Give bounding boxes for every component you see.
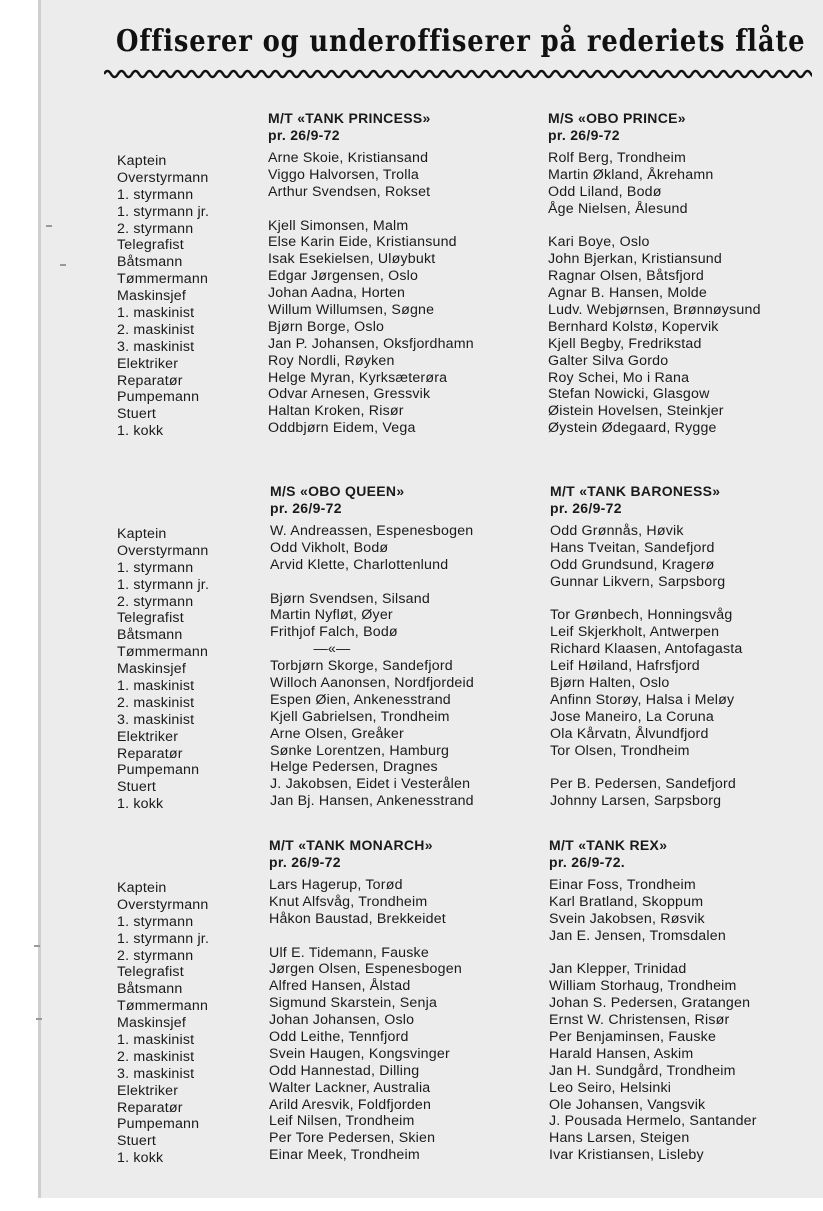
ship-column bbox=[270, 483, 474, 810]
role-label: 1. kokk bbox=[117, 1150, 164, 1167]
crew-entry: Roy Schei, Mo i Rana bbox=[548, 369, 690, 386]
crew-entry: Arild Aresvik, Foldfjorden bbox=[269, 1096, 432, 1113]
role-label: Båtsmann bbox=[117, 627, 183, 644]
ship-date: pr. 26/9-72. bbox=[549, 854, 625, 870]
crew-entry: Svein Jakobsen, Røsvik bbox=[549, 910, 705, 927]
crew-entry: Odd Hannestad, Dilling bbox=[269, 1062, 420, 1079]
crew-entry: Jan E. Jensen, Tromsdalen bbox=[549, 927, 726, 944]
role-label: Kaptein bbox=[117, 880, 167, 896]
crew-entry: Johan Aadna, Horten bbox=[268, 285, 406, 302]
margin-mark bbox=[46, 225, 52, 227]
crew-entry: Martin Nyfløt, Øyer bbox=[270, 607, 393, 624]
crew-entry bbox=[550, 759, 743, 776]
crew-entry: Harald Hansen, Askim bbox=[549, 1045, 694, 1062]
ship-heading bbox=[270, 483, 474, 517]
role-label: Kaptein bbox=[117, 526, 167, 542]
crew-entry: Kjell Gabrielsen, Trondheim bbox=[270, 708, 450, 725]
crew-entry: Tor Grønbech, Honningsvåg bbox=[550, 607, 733, 624]
role-label: Pumpemann bbox=[117, 389, 200, 406]
crew-entry: William Storhaug, Trondheim bbox=[549, 978, 737, 995]
crew-entry: Åge Nielsen, Ålesund bbox=[548, 200, 688, 217]
crew-entry: Isak Esekielsen, Uløybukt bbox=[268, 251, 436, 268]
role-label: 2. styrmann bbox=[117, 947, 194, 964]
role-label: Overstyrmann bbox=[117, 542, 209, 559]
role-label: Tømmermann bbox=[117, 998, 209, 1015]
crew-entry: Tor Olsen, Trondheim bbox=[550, 742, 690, 759]
role-label: Maskinsjef bbox=[117, 1015, 187, 1032]
crew-entry: Espen Øien, Ankenesstrand bbox=[270, 691, 451, 708]
crew-entry: Helge Pedersen, Dragnes bbox=[270, 759, 438, 776]
crew-entry: Leif Nilsen, Trondheim bbox=[269, 1113, 415, 1130]
role-label: Telegrafist bbox=[117, 237, 184, 254]
role-label: Overstyrmann bbox=[117, 896, 209, 913]
role-label: Telegrafist bbox=[117, 964, 184, 981]
ship-name: M/T «TANK MONARCH» bbox=[269, 837, 433, 853]
crew-entry: Frithjof Falch, Bodø bbox=[270, 624, 398, 641]
role-label: Kaptein bbox=[117, 153, 167, 169]
crew-entry: Ernst W. Christensen, Risør bbox=[549, 1012, 730, 1029]
ship-date: pr. 26/9-72 bbox=[548, 127, 620, 143]
crew-entry: Arvid Klette, Charlottenlund bbox=[270, 556, 449, 573]
role-label: Maskinsjef bbox=[117, 661, 187, 678]
ship-column bbox=[269, 837, 462, 1164]
roles-column bbox=[117, 526, 257, 813]
role-label: Pumpemann bbox=[117, 1116, 200, 1133]
ship-date: pr. 26/9-72 bbox=[270, 500, 342, 516]
crew-entry: Roy Nordli, Røyken bbox=[268, 352, 395, 369]
crew-entry: Jan H. Sundgård, Trondheim bbox=[549, 1062, 736, 1079]
role-label: 1. kokk bbox=[117, 796, 164, 813]
crew-entry: Sønke Lorentzen, Hamburg bbox=[270, 742, 450, 759]
crew-entry: Leif Høiland, Hafrsfjord bbox=[550, 658, 700, 675]
role-label: 1. styrmann jr. bbox=[117, 930, 210, 947]
crew-entry: Jan Klepper, Trinidad bbox=[549, 961, 687, 978]
ship-heading bbox=[269, 837, 462, 871]
ship-heading bbox=[548, 110, 761, 144]
margin-mark bbox=[60, 264, 66, 266]
crew-entry: Edgar Jørgensen, Oslo bbox=[268, 268, 419, 285]
crew-entry: Hans Larsen, Steigen bbox=[549, 1130, 690, 1147]
crew-entry: Helge Myran, Kyrksæterøra bbox=[268, 369, 448, 386]
crew-entry: Ragnar Olsen, Båtsfjord bbox=[548, 268, 705, 285]
role-label: 2. styrmann bbox=[117, 593, 194, 610]
role-label: Elektriker bbox=[117, 1082, 179, 1099]
crew-entry: Kari Boye, Oslo bbox=[548, 234, 650, 251]
crew-entry: Svein Haugen, Kongsvinger bbox=[269, 1045, 450, 1062]
role-label: 3. maskinist bbox=[117, 1065, 195, 1082]
crew-entry: Galter Silva Gordo bbox=[548, 352, 669, 369]
crew-entry: J. Jakobsen, Eidet i Vesterålen bbox=[270, 776, 471, 793]
role-label: Reparatør bbox=[117, 372, 183, 389]
role-label: 1. styrmann jr. bbox=[117, 203, 210, 220]
page-title: Offiserer og underoffiserer på rederiets flåte bbox=[116, 24, 806, 59]
crew-entry: Kjell Begby, Fredrikstad bbox=[548, 335, 702, 352]
crew-entry: Jan Bj. Hansen, Ankenesstrand bbox=[270, 793, 474, 810]
role-label: Reparatør bbox=[117, 1099, 183, 1116]
ship-name: M/S «OBO PRINCE» bbox=[548, 110, 686, 126]
ship-heading bbox=[550, 483, 743, 517]
crew-entry: Øystein Ødegaard, Rygge bbox=[548, 420, 717, 437]
crew-entry: Anfinn Storøy, Halsa i Meløy bbox=[550, 691, 735, 708]
crew-entry: Odd Leithe, Tennfjord bbox=[269, 1029, 409, 1046]
crew-entry: Per Benjaminsen, Fauske bbox=[549, 1029, 717, 1046]
crew-entry bbox=[268, 201, 474, 218]
crew-entry: Bjørn Svendsen, Silsand bbox=[270, 590, 430, 607]
crew-entry: Lars Hagerup, Torød bbox=[269, 877, 403, 893]
ship-column bbox=[550, 483, 743, 810]
crew-entry: Karl Bratland, Skoppum bbox=[549, 893, 704, 910]
crew-entry: Ole Johansen, Vangsvik bbox=[549, 1096, 706, 1113]
crew-entry: Willoch Aanonsen, Nordfjordeid bbox=[270, 675, 474, 692]
margin-mark bbox=[34, 945, 40, 947]
role-label: 1. maskinist bbox=[117, 305, 195, 322]
role-label: Båtsmann bbox=[117, 254, 183, 271]
role-label: Tømmermann bbox=[117, 644, 209, 661]
role-label: 3. maskinist bbox=[117, 711, 195, 728]
crew-entry: Per Tore Pedersen, Skien bbox=[269, 1130, 436, 1147]
crew-entry: Jørgen Olsen, Espenesbogen bbox=[269, 961, 462, 978]
roles-column bbox=[117, 153, 257, 440]
role-label: 1. maskinist bbox=[117, 678, 195, 695]
crew-entry: Martin Økland, Åkrehamn bbox=[548, 166, 714, 183]
margin-mark bbox=[36, 1018, 42, 1020]
crew-entry: Rolf Berg, Trondheim bbox=[548, 150, 687, 166]
crew-entry: Gunnar Likvern, Sarpsborg bbox=[550, 573, 726, 590]
role-label: Maskinsjef bbox=[117, 288, 187, 305]
crew-entry: Willum Willumsen, Søgne bbox=[268, 302, 435, 319]
crew-entry: Johnny Larsen, Sarpsborg bbox=[550, 793, 722, 810]
role-label: Stuert bbox=[117, 779, 157, 796]
crew-entry: Stefan Nowicki, Glasgow bbox=[548, 386, 710, 403]
crew-entry: Bernhard Kolstø, Kopervik bbox=[548, 318, 719, 335]
crew-entry: Hans Tveitan, Sandefjord bbox=[550, 539, 715, 556]
crew-entry: Odd Vikholt, Bodø bbox=[270, 539, 389, 556]
crew-entry: Bjørn Halten, Oslo bbox=[550, 675, 670, 692]
crew-entry: Alfred Hansen, Ålstad bbox=[269, 978, 411, 995]
decorative-wave-divider bbox=[104, 66, 812, 82]
role-label: 2. maskinist bbox=[117, 321, 195, 338]
ship-date: pr. 26/9-72 bbox=[268, 127, 340, 143]
crew-entry bbox=[269, 928, 462, 945]
ship-heading bbox=[549, 837, 757, 871]
crew-entry: Arne Olsen, Greåker bbox=[270, 725, 404, 742]
role-label: 3. maskinist bbox=[117, 338, 195, 355]
ship-column bbox=[548, 110, 761, 437]
ship-name: M/S «OBO QUEEN» bbox=[270, 483, 405, 499]
ship-date: pr. 26/9-72 bbox=[550, 500, 622, 516]
crew-entry: Odd Liland, Bodø bbox=[548, 183, 662, 200]
role-label: 1. styrmann jr. bbox=[117, 576, 210, 593]
crew-entry: Sigmund Skarstein, Senja bbox=[269, 995, 438, 1012]
crew-entry bbox=[548, 218, 761, 235]
role-label: 1. maskinist bbox=[117, 1032, 195, 1049]
role-label: Telegrafist bbox=[117, 610, 184, 627]
crew-entry: Else Karin Eide, Kristiansund bbox=[268, 234, 457, 251]
crew-entry: Einar Foss, Trondheim bbox=[549, 877, 696, 893]
ship-column bbox=[549, 837, 757, 1164]
crew-entry: Knut Alfsvåg, Trondheim bbox=[269, 893, 428, 910]
crew-entry: Einar Meek, Trondheim bbox=[269, 1147, 420, 1164]
crew-entry: Viggo Halvorsen, Trolla bbox=[268, 166, 420, 183]
crew-entry: Walter Lackner, Australia bbox=[269, 1079, 431, 1096]
crew-entry: Johan S. Pedersen, Gratangen bbox=[549, 995, 751, 1012]
ship-date: pr. 26/9-72 bbox=[269, 854, 341, 870]
role-label: Elektriker bbox=[117, 355, 179, 372]
role-label: Reparatør bbox=[117, 745, 183, 762]
role-label: Elektriker bbox=[117, 728, 179, 745]
role-label: Båtsmann bbox=[117, 981, 183, 998]
crew-entry: Leif Skjerkholt, Antwerpen bbox=[550, 624, 720, 641]
crew-entry: J. Pousada Hermelo, Santander bbox=[549, 1113, 757, 1130]
ship-column bbox=[268, 110, 474, 437]
role-label: 2. maskinist bbox=[117, 1048, 195, 1065]
crew-entry: Ulf E. Tidemann, Fauske bbox=[269, 944, 429, 961]
crew-entry: Jose Maneiro, La Coruna bbox=[550, 708, 714, 725]
roles-column bbox=[117, 880, 257, 1167]
role-label: Stuert bbox=[117, 1133, 157, 1150]
crew-entry: W. Andreassen, Espenesbogen bbox=[270, 523, 474, 539]
role-label: Overstyrmann bbox=[117, 169, 209, 186]
crew-entry bbox=[549, 945, 757, 962]
crew-entry bbox=[270, 574, 474, 591]
crew-entry: Arne Skoie, Kristiansand bbox=[268, 150, 429, 166]
crew-entry bbox=[550, 591, 743, 608]
role-label: 1. styrmann bbox=[117, 559, 194, 576]
role-label: 1. styrmann bbox=[117, 913, 194, 930]
crew-entry: Oddbjørn Eidem, Vega bbox=[268, 420, 416, 437]
crew-entry: Arthur Svendsen, Rokset bbox=[268, 183, 431, 200]
role-label: 2. maskinist bbox=[117, 694, 195, 711]
crew-entry: Ludv. Webjørnsen, Brønnøysund bbox=[548, 302, 761, 319]
role-label: 1. styrmann bbox=[117, 186, 194, 203]
role-label: 2. styrmann bbox=[117, 220, 194, 237]
crew-entry: Ivar Kristiansen, Lisleby bbox=[549, 1147, 704, 1164]
crew-entry: Odvar Arnesen, Gressvik bbox=[268, 386, 431, 403]
crew-entry: Torbjørn Skorge, Sandefjord bbox=[270, 658, 453, 675]
ship-name: M/T «TANK PRINCESS» bbox=[268, 110, 431, 126]
crew-entry: Håkon Baustad, Brekkeidet bbox=[269, 910, 446, 927]
crew-entry: Øistein Hovelsen, Steinkjer bbox=[548, 403, 724, 420]
crew-entry: —«— bbox=[313, 641, 351, 658]
page-bottom-margin bbox=[0, 1198, 823, 1211]
role-label: Pumpemann bbox=[117, 762, 200, 779]
crew-entry: Odd Grønnås, Høvik bbox=[550, 523, 684, 539]
crew-entry: Ola Kårvatn, Ålvundfjord bbox=[550, 725, 709, 742]
crew-entry: Odd Grundsund, Kragerø bbox=[550, 556, 715, 573]
crew-entry: Leo Seiro, Helsinki bbox=[549, 1079, 672, 1096]
ship-name: M/T «TANK BARONESS» bbox=[550, 483, 721, 499]
crew-entry: Jan P. Johansen, Oksfjordhamn bbox=[268, 335, 474, 352]
crew-entry: John Bjerkan, Kristiansund bbox=[548, 251, 722, 268]
crew-entry: Agnar B. Hansen, Molde bbox=[548, 285, 707, 302]
crew-entry: Haltan Kroken, Risør bbox=[268, 403, 404, 420]
crew-entry: Richard Klaasen, Antofagasta bbox=[550, 641, 743, 658]
role-label: Stuert bbox=[117, 406, 157, 423]
ship-name: M/T «TANK REX» bbox=[549, 837, 668, 853]
crew-entry: Per B. Pedersen, Sandefjord bbox=[550, 776, 737, 793]
crew-entry: Bjørn Borge, Oslo bbox=[268, 318, 385, 335]
crew-entry: Johan Johansen, Oslo bbox=[269, 1012, 415, 1029]
crew-entry: Kjell Simonsen, Malm bbox=[268, 217, 409, 234]
role-label: 1. kokk bbox=[117, 423, 164, 440]
role-label: Tømmermann bbox=[117, 271, 209, 288]
ship-heading bbox=[268, 110, 474, 144]
